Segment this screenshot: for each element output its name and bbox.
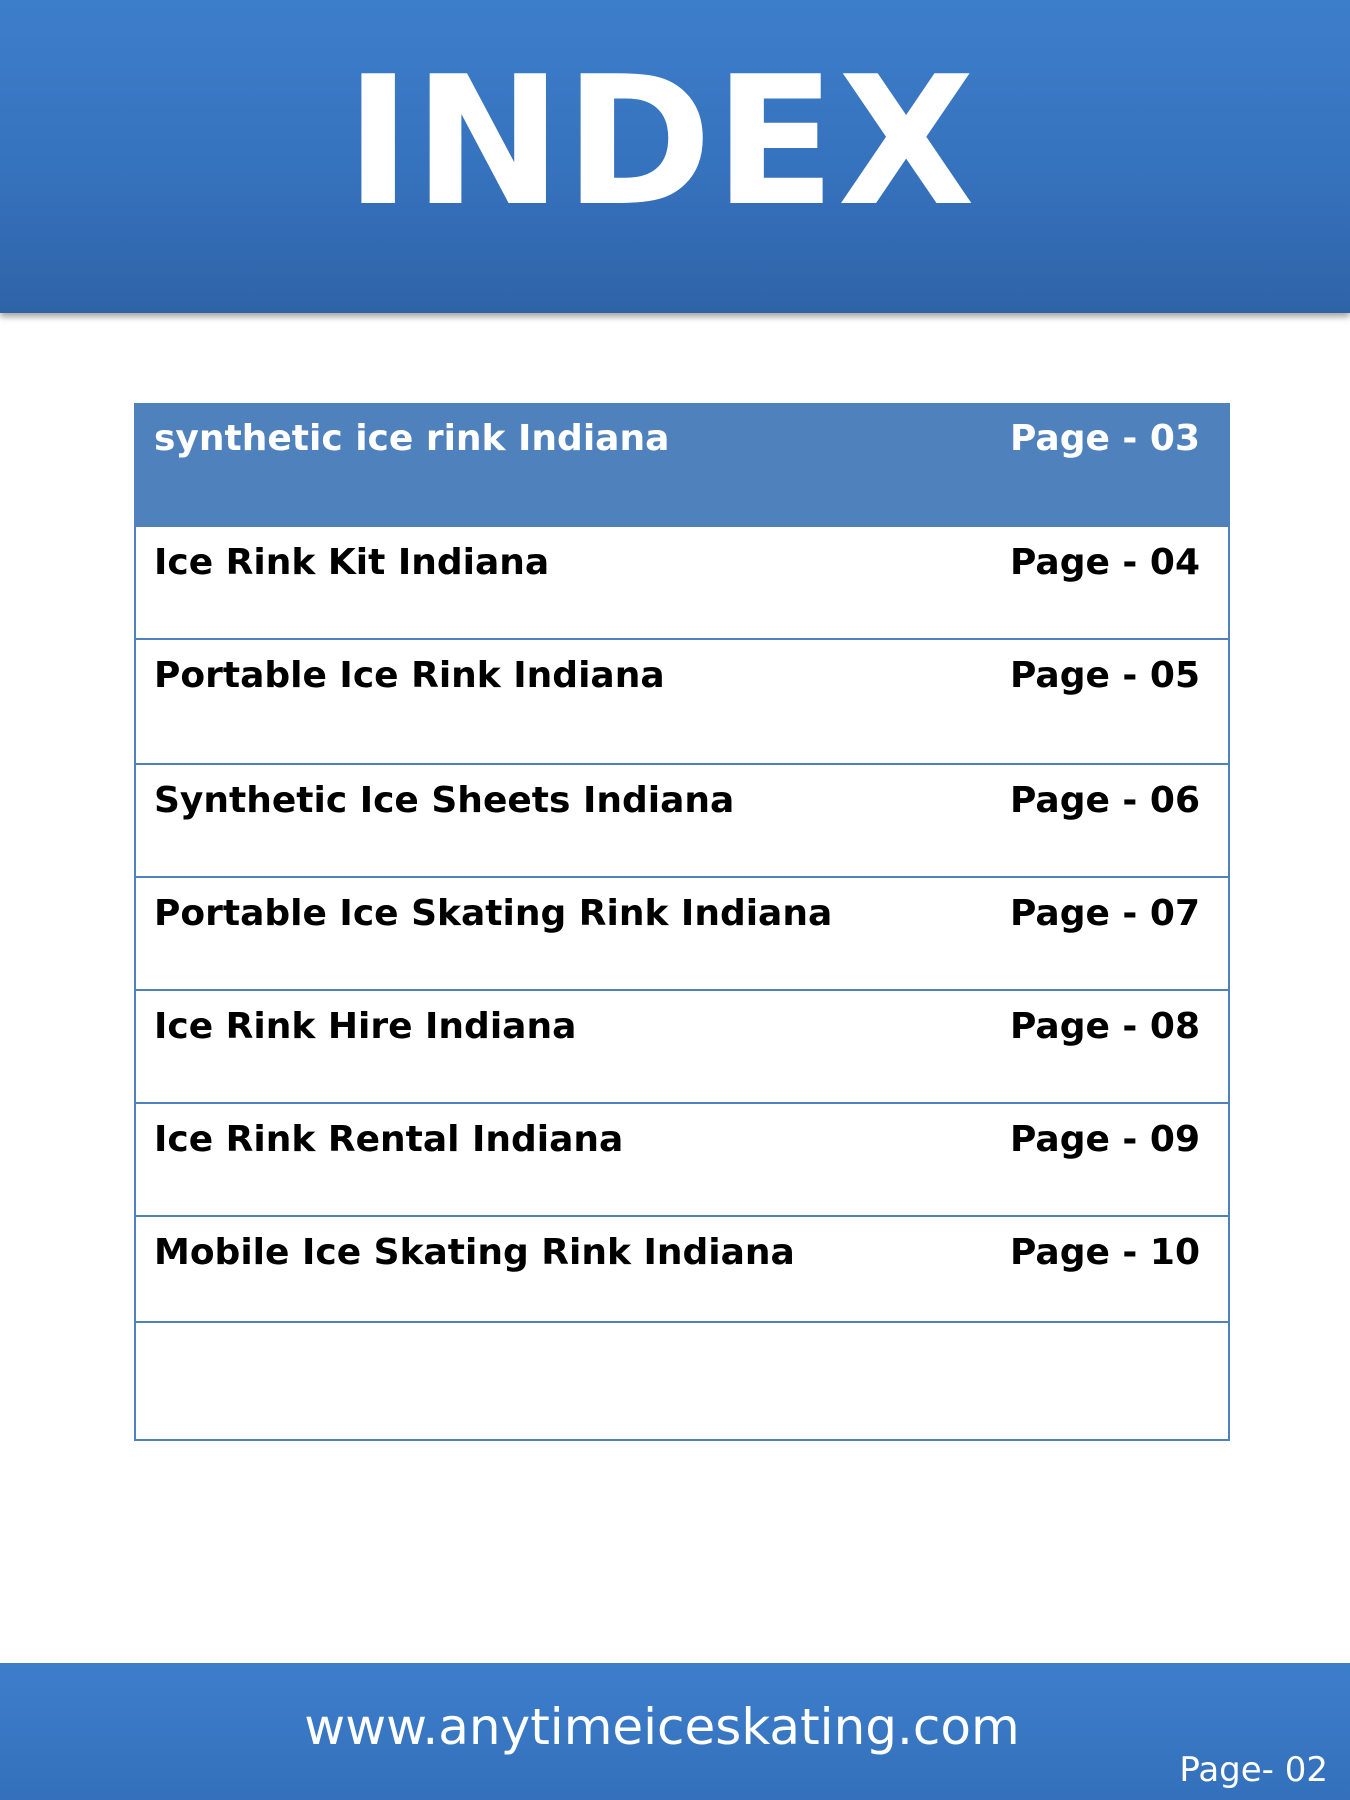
page-title: INDEX: [345, 38, 977, 245]
index-table: [134, 403, 1230, 1441]
footer-banner: [0, 1663, 1350, 1800]
index-row-page: Page - 10: [1010, 1232, 1201, 1273]
page-number: Page- 02: [1179, 1750, 1328, 1790]
index-row: [136, 405, 1228, 525]
index-row-page: Page - 08: [1010, 1006, 1201, 1047]
website-url: www.anytimeiceskating.com: [304, 1698, 1020, 1756]
index-row-page: Page - 07: [1010, 893, 1201, 934]
index-row-title: synthetic ice rink Indiana: [154, 418, 670, 459]
index-row: [136, 876, 1228, 989]
header-banner: [0, 0, 1350, 313]
index-row-title: Portable Ice Skating Rink Indiana: [154, 893, 833, 934]
index-row-page: Page - 09: [1010, 1119, 1201, 1160]
index-row-title: Ice Rink Rental Indiana: [154, 1119, 624, 1160]
index-row-page: Page - 05: [1010, 655, 1201, 696]
index-row: [136, 1215, 1228, 1321]
index-row: [136, 1102, 1228, 1215]
index-row-title: Ice Rink Hire Indiana: [154, 1006, 577, 1047]
index-row: [136, 525, 1228, 638]
index-row-title: Ice Rink Kit Indiana: [154, 542, 550, 583]
index-row-page: Page - 04: [1010, 542, 1201, 583]
index-row: [136, 763, 1228, 876]
index-row-page: Page - 03: [1010, 418, 1201, 459]
index-row: [136, 638, 1228, 763]
index-row: [136, 989, 1228, 1102]
index-row-empty: [136, 1321, 1228, 1439]
index-row-title: Mobile Ice Skating Rink Indiana: [154, 1232, 795, 1273]
index-row-page: Page - 06: [1010, 780, 1201, 821]
index-row-title: Portable Ice Rink Indiana: [154, 655, 665, 696]
index-row-title: Synthetic Ice Sheets Indiana: [154, 780, 735, 821]
